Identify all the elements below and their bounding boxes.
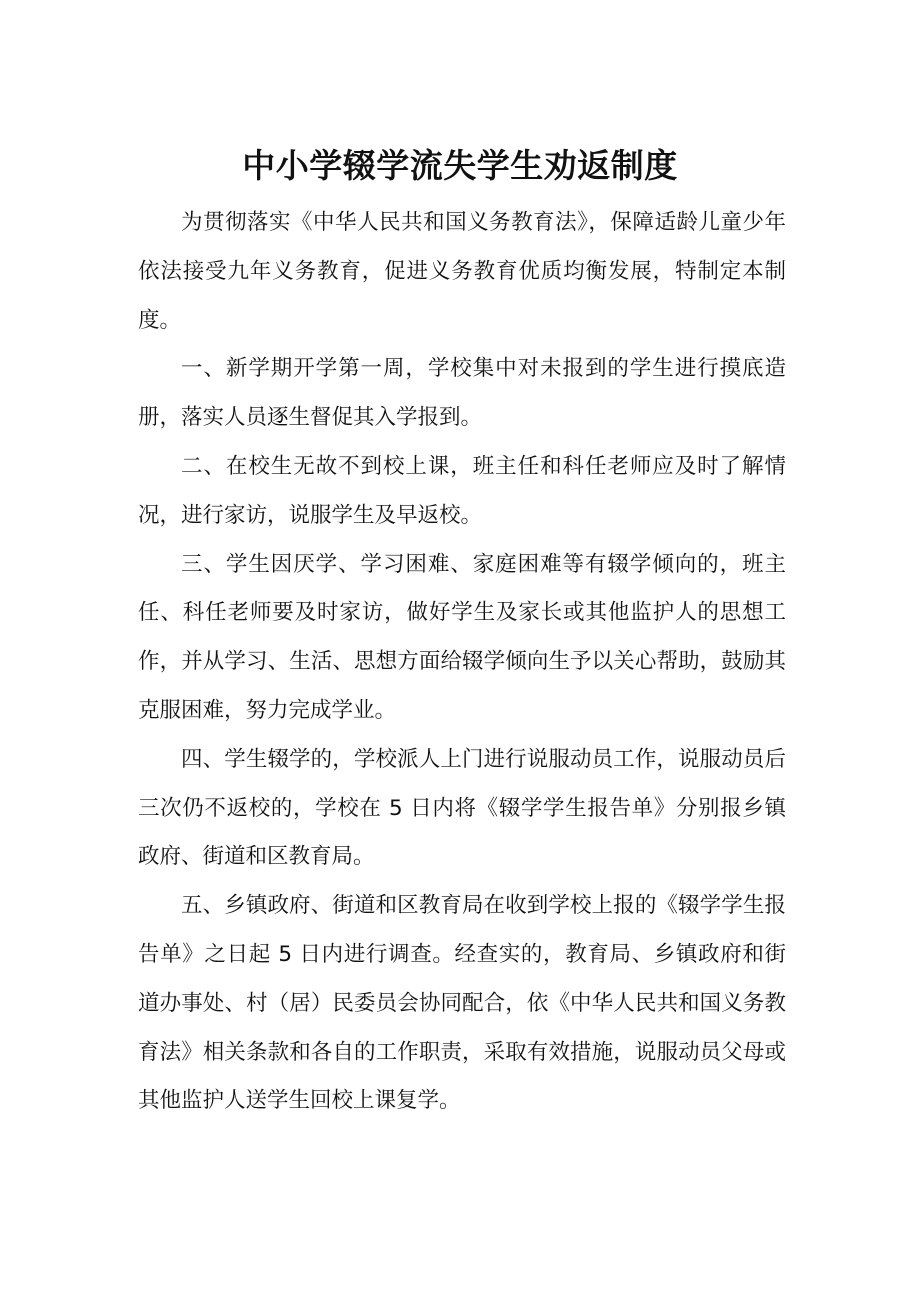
clause-5-paragraph: 五、乡镇政府、街道和区教育局在收到学校上报的《辍学学生报告单》之日起 5 日内进行调查。经查实的，教育局、乡镇政府和街道办事处、村（居）民委员会协同配合，依《中华人民共和国义务教育法》相关条款和各自的工作职责，采取有效措施，说服动员父母或其他监护人送学生回校上课复学。 bbox=[138, 893, 786, 1114]
intro-paragraph: 为贯彻落实《中华人民共和国义务教育法》，保障适龄儿童少年依法接受九年义务教育，促进义务教育优质均衡发展，特制定本制度。 bbox=[138, 210, 786, 333]
document-title: 中小学辍学流失学生劝返制度 bbox=[242, 146, 678, 186]
clause-3-paragraph: 三、学生因厌学、学习困难、家庭困难等有辍学倾向的，班主任、科任老师要及时家访，做好学生及家长或其他监护人的思想工作，并从学习、生活、思想方面给辍学倾向生予以关心帮助，鼓励其克服困难，努力完成学业。 bbox=[138, 551, 786, 723]
document-body bbox=[138, 199, 786, 1126]
clause-2-paragraph: 二、在校生无故不到校上课，班主任和科任老师应及时了解情况，进行家访，说服学生及早返校。 bbox=[138, 453, 786, 528]
clause-4-paragraph: 四、学生辍学的，学校派人上门进行说服动员工作，说服动员后三次仍不返校的，学校在 5 日内将《辍学学生报告单》分别报乡镇政府、街道和区教育局。 bbox=[138, 746, 786, 870]
clause-1-paragraph: 一、新学期开学第一周，学校集中对未报到的学生进行摸底造册，落实人员逐生督促其入学报到。 bbox=[138, 356, 786, 431]
